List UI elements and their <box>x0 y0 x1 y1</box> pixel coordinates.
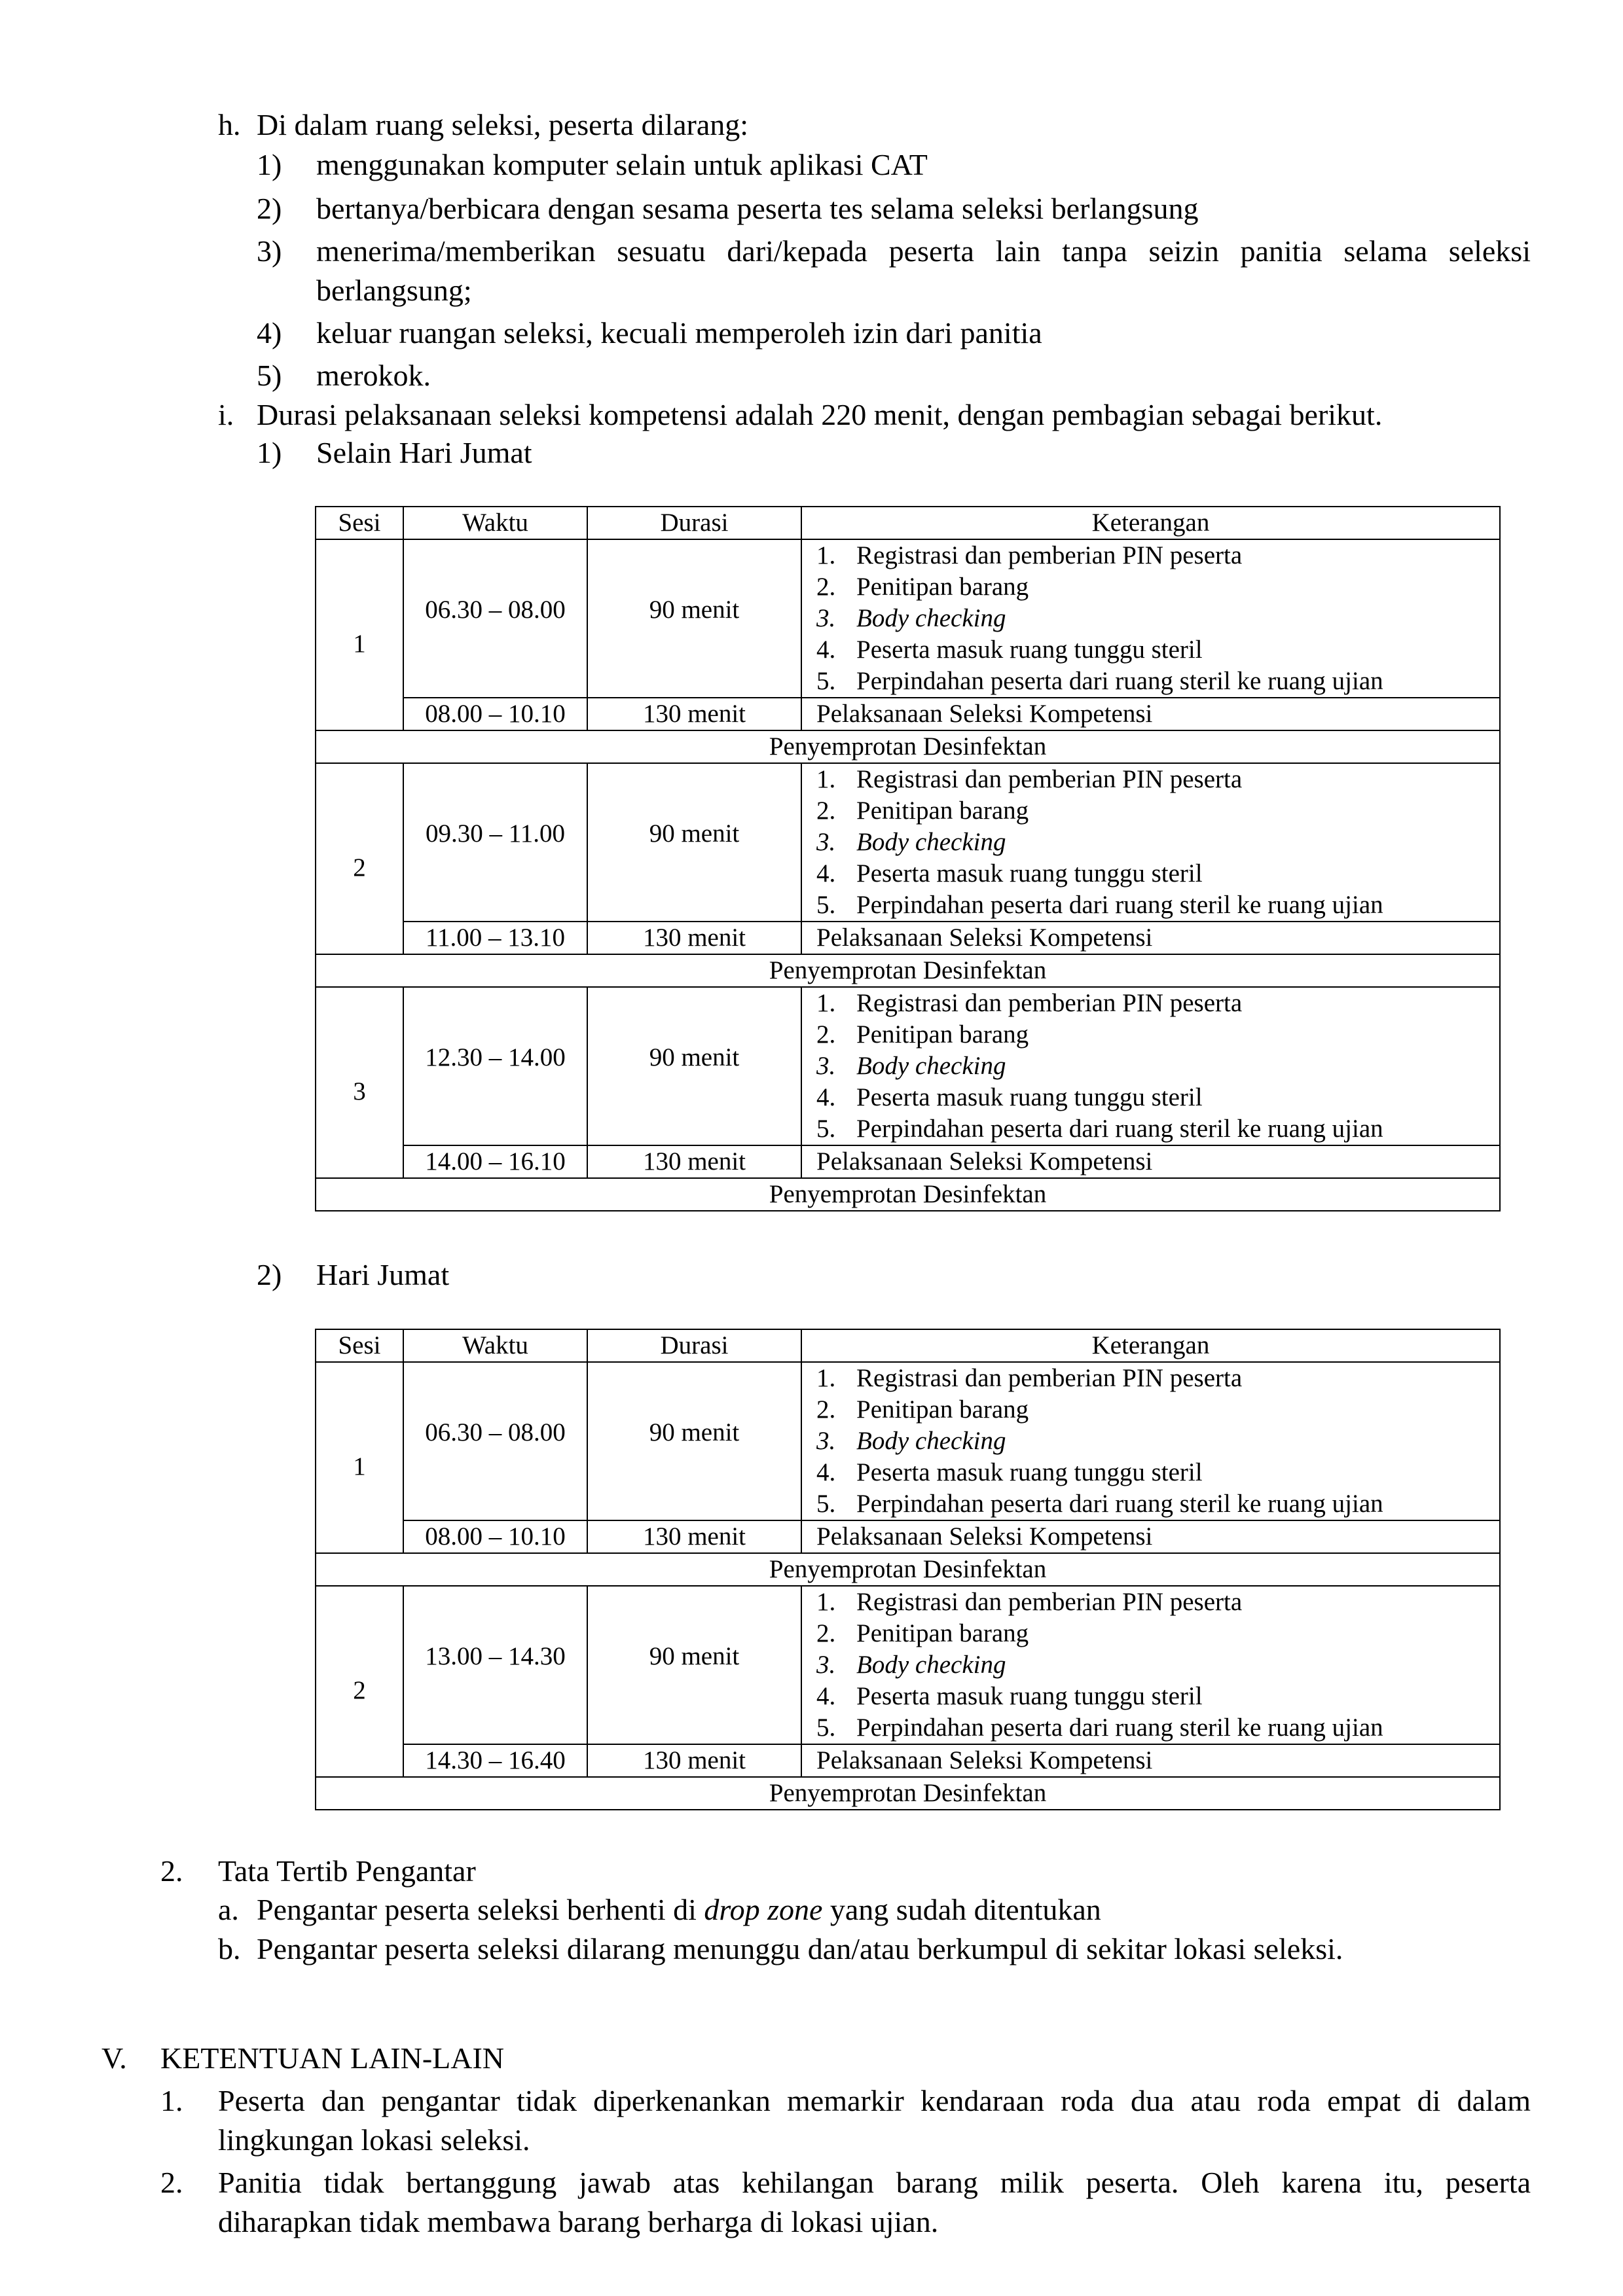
rule-number: 5) <box>257 359 282 392</box>
keterangan-cell: Pelaksanaan Seleksi Kompetensi <box>801 1520 1500 1553</box>
keterangan-cell: Pelaksanaan Seleksi Kompetensi <box>801 1744 1500 1777</box>
step-item: 1. Registrasi dan pemberian PIN peserta <box>816 1588 1243 1616</box>
schedule-table-friday <box>315 1329 1501 1810</box>
step-list <box>802 1587 1499 1744</box>
item-i-marker: i. <box>218 398 234 431</box>
step-item: 5. Perpindahan peserta dari ruang steril ke ruang ujian <box>816 1490 1383 1518</box>
sesi-cell: 1 <box>316 539 403 730</box>
disinfection-row: Penyemprotan Desinfektan <box>316 730 1500 763</box>
step-item: 1. Registrasi dan pemberian PIN peserta <box>816 541 1243 569</box>
schedule-table-weekday <box>315 506 1501 1211</box>
step-item: 1. Registrasi dan pemberian PIN peserta <box>816 1364 1243 1392</box>
step-list <box>802 540 1499 697</box>
sesi-cell: 3 <box>316 987 403 1178</box>
step-item: 4. Peserta masuk ruang tunggu steril <box>816 1682 1203 1710</box>
step-item: 4. Peserta masuk ruang tunggu steril <box>816 636 1203 664</box>
keterangan-cell <box>801 1362 1500 1520</box>
provision-text-continued: lingkungan lokasi seleksi. <box>218 2123 530 2157</box>
col-header-keterangan: Keterangan <box>801 1329 1500 1362</box>
step-item: 2. Penitipan barang <box>816 1395 1029 1424</box>
col-header-durasi: Durasi <box>587 1329 801 1362</box>
durasi-cell: 130 menit <box>587 1520 801 1553</box>
durasi-cell: 90 menit <box>587 987 801 1145</box>
durasi-cell: 90 menit <box>587 1586 801 1744</box>
step-item: 3. Body checking <box>816 604 1006 632</box>
step-list <box>802 1363 1499 1520</box>
waktu-cell: 06.30 – 08.00 <box>403 1362 587 1520</box>
item-b-text: Pengantar peserta seleksi dilarang menunggu dan/atau berkumpul di sekitar lokasi seleksi. <box>257 1932 1343 1965</box>
provision-number: 1. <box>160 2084 183 2117</box>
waktu-cell: 14.00 – 16.10 <box>403 1145 587 1178</box>
keterangan-cell <box>801 539 1500 698</box>
item-i-text: Durasi pelaksanaan seleksi kompetensi adalah 220 menit, dengan pembagian sebagai berikut. <box>257 398 1383 431</box>
durasi-cell: 130 menit <box>587 1744 801 1777</box>
section-2-number: 2. <box>160 1854 183 1888</box>
keterangan-cell <box>801 987 1500 1145</box>
disinfection-row: Penyemprotan Desinfektan <box>316 1178 1500 1211</box>
rule-text-continued: berlangsung; <box>316 274 472 307</box>
section-2-title: Tata Tertib Pengantar <box>218 1854 476 1888</box>
section-v-title: KETENTUAN LAIN-LAIN <box>160 2041 505 2075</box>
step-item: 5. Perpindahan peserta dari ruang steril ke ruang ujian <box>816 667 1383 695</box>
step-item: 4. Peserta masuk ruang tunggu steril <box>816 1458 1203 1486</box>
sesi-cell: 2 <box>316 763 403 954</box>
sub-number: 1) <box>257 436 282 469</box>
step-item: 3. Body checking <box>816 1651 1006 1679</box>
step-item: 2. Penitipan barang <box>816 1619 1029 1647</box>
waktu-cell: 08.00 – 10.10 <box>403 698 587 730</box>
step-item: 5. Perpindahan peserta dari ruang steril ke ruang ujian <box>816 891 1383 919</box>
provision-text-continued: diharapkan tidak membawa barang berharga di lokasi ujian. <box>218 2205 939 2238</box>
col-header-sesi: Sesi <box>316 507 403 539</box>
step-item: 3. Body checking <box>816 1427 1006 1455</box>
rule-text: menggunakan komputer selain untuk aplikasi CAT <box>316 148 928 181</box>
durasi-cell: 130 menit <box>587 698 801 730</box>
durasi-cell: 90 menit <box>587 763 801 922</box>
step-list <box>802 764 1499 921</box>
step-item: 4. Peserta masuk ruang tunggu steril <box>816 859 1203 888</box>
durasi-cell: 130 menit <box>587 922 801 954</box>
rule-text: bertanya/berbicara dengan sesama peserta tes selama seleksi berlangsung <box>316 192 1199 225</box>
rule-number: 4) <box>257 316 282 350</box>
col-header-sesi: Sesi <box>316 1329 403 1362</box>
provision-text: Peserta dan pengantar tidak diperkenankan memarkir kendaraan roda dua atau roda empat di dalam <box>218 2084 1531 2117</box>
keterangan-cell <box>801 763 1500 922</box>
waktu-cell: 08.00 – 10.10 <box>403 1520 587 1553</box>
item-h-text: Di dalam ruang seleksi, peserta dilarang: <box>257 108 749 141</box>
step-item: 2. Penitipan barang <box>816 797 1029 825</box>
sesi-cell: 2 <box>316 1586 403 1777</box>
rule-number: 2) <box>257 192 282 225</box>
step-item: 2. Penitipan barang <box>816 1020 1029 1049</box>
col-header-durasi: Durasi <box>587 507 801 539</box>
keterangan-cell <box>801 1586 1500 1744</box>
col-header-keterangan: Keterangan <box>801 507 1500 539</box>
item-h-marker: h. <box>218 108 241 141</box>
step-list <box>802 988 1499 1145</box>
sub-title-weekday: Selain Hari Jumat <box>316 436 532 469</box>
waktu-cell: 13.00 – 14.30 <box>403 1586 587 1744</box>
step-item: 4. Peserta masuk ruang tunggu steril <box>816 1083 1203 1111</box>
keterangan-cell: Pelaksanaan Seleksi Kompetensi <box>801 698 1500 730</box>
keterangan-cell: Pelaksanaan Seleksi Kompetensi <box>801 1145 1500 1178</box>
sub-title-friday: Hari Jumat <box>316 1258 450 1291</box>
waktu-cell: 11.00 – 13.10 <box>403 922 587 954</box>
sub-number: 2) <box>257 1258 282 1291</box>
col-header-waktu: Waktu <box>403 1329 587 1362</box>
waktu-cell: 09.30 – 11.00 <box>403 763 587 922</box>
durasi-cell: 90 menit <box>587 539 801 698</box>
section-v-number: V. <box>101 2041 127 2075</box>
rule-text: menerima/memberikan sesuatu dari/kepada peserta lain tanpa seizin panitia selama seleksi <box>316 234 1531 268</box>
disinfection-row: Penyemprotan Desinfektan <box>316 1553 1500 1586</box>
step-item: 5. Perpindahan peserta dari ruang steril ke ruang ujian <box>816 1713 1383 1742</box>
durasi-cell: 130 menit <box>587 1145 801 1178</box>
disinfection-row: Penyemprotan Desinfektan <box>316 954 1500 987</box>
step-item: 3. Body checking <box>816 1052 1006 1080</box>
disinfection-row: Penyemprotan Desinfektan <box>316 1777 1500 1810</box>
step-item: 3. Body checking <box>816 828 1006 856</box>
provision-number: 2. <box>160 2166 183 2199</box>
rule-number: 1) <box>257 148 282 181</box>
waktu-cell: 14.30 – 16.40 <box>403 1744 587 1777</box>
waktu-cell: 12.30 – 14.00 <box>403 987 587 1145</box>
waktu-cell: 06.30 – 08.00 <box>403 539 587 698</box>
step-item: 2. Penitipan barang <box>816 573 1029 601</box>
rule-text: keluar ruangan seleksi, kecuali memperoleh izin dari panitia <box>316 316 1042 350</box>
keterangan-cell: Pelaksanaan Seleksi Kompetensi <box>801 922 1500 954</box>
rule-number: 3) <box>257 234 282 268</box>
col-header-waktu: Waktu <box>403 507 587 539</box>
sesi-cell: 1 <box>316 1362 403 1553</box>
rule-text: merokok. <box>316 359 431 392</box>
durasi-cell: 90 menit <box>587 1362 801 1520</box>
item-b-marker: b. <box>218 1932 241 1965</box>
item-a-text: Pengantar peserta seleksi berhenti di drop zone yang sudah ditentukan <box>257 1893 1101 1926</box>
step-item: 5. Perpindahan peserta dari ruang steril ke ruang ujian <box>816 1115 1383 1143</box>
step-item: 1. Registrasi dan pemberian PIN peserta <box>816 765 1243 793</box>
provision-text: Panitia tidak bertanggung jawab atas kehilangan barang milik peserta. Oleh karena itu, peserta <box>218 2166 1531 2199</box>
step-item: 1. Registrasi dan pemberian PIN peserta <box>816 989 1243 1017</box>
item-a-marker: a. <box>218 1893 239 1926</box>
